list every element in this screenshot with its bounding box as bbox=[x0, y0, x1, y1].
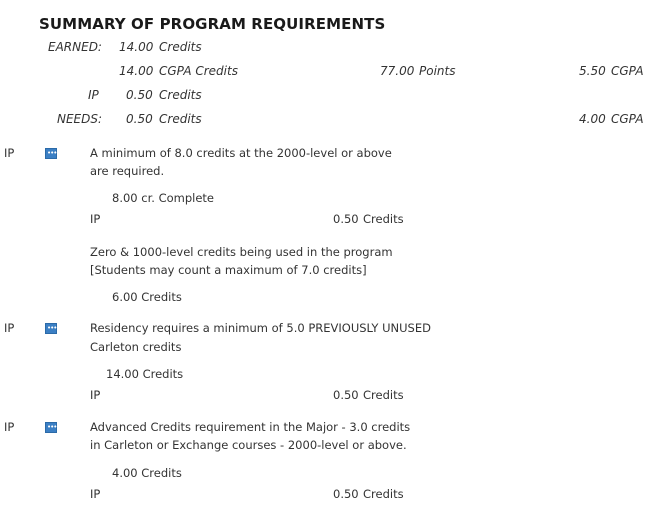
requirement-text-line1: A minimum of 8.0 credits at the 2000-level or above bbox=[90, 146, 392, 160]
earned-credits-value: 14.00 bbox=[119, 40, 154, 54]
requirement-status: IP bbox=[4, 321, 15, 335]
requirement-detail: 4.00 Credits bbox=[112, 466, 182, 480]
ellipsis-expand-icon: ••• bbox=[47, 423, 57, 431]
expand-button[interactable] bbox=[45, 422, 57, 433]
requirement-text-line2: in Carleton or Exchange courses - 2000-level or above. bbox=[90, 438, 407, 452]
requirement-text-line1: Advanced Credits requirement in the Major - 3.0 credits bbox=[90, 420, 411, 434]
cgpa-credits-label: CGPA Credits bbox=[159, 64, 238, 78]
expand-button[interactable] bbox=[45, 323, 57, 334]
ip-credits-value: 0.50 bbox=[126, 88, 153, 102]
requirement-detail: 14.00 Credits bbox=[106, 367, 184, 381]
requirement-ip-unit: Credits bbox=[363, 388, 404, 402]
requirement-text-line2: are required. bbox=[90, 164, 165, 178]
requirement-ip-label: IP bbox=[90, 388, 101, 402]
earned-label: EARNED: bbox=[48, 40, 102, 54]
requirement-ip-unit: Credits bbox=[363, 212, 404, 226]
requirement-text-line2: Carleton credits bbox=[90, 340, 182, 354]
ip-label: IP bbox=[88, 88, 99, 102]
cgpa-credits-value: 14.00 bbox=[119, 64, 154, 78]
ellipsis-expand-icon: ••• bbox=[47, 149, 57, 157]
ellipsis-expand-icon: ••• bbox=[47, 324, 57, 332]
cgpa-value: 5.50 bbox=[579, 64, 606, 78]
requirement-text-line1: Residency requires a minimum of 5.0 PREVIOUSLY UNUSED bbox=[90, 321, 431, 335]
requirement-ip-label: IP bbox=[90, 487, 101, 501]
needs-cgpa-label: CGPA bbox=[611, 112, 644, 126]
ip-credits-unit: Credits bbox=[159, 88, 202, 102]
requirement-ip-value: 0.50 bbox=[333, 487, 359, 501]
points-label: Points bbox=[419, 64, 456, 78]
expand-button[interactable] bbox=[45, 148, 57, 159]
requirement-ip-value: 0.50 bbox=[333, 388, 359, 402]
subrequirement-text-line1: Zero & 1000-level credits being used in the program bbox=[90, 245, 393, 259]
needs-credits-value: 0.50 bbox=[126, 112, 153, 126]
points-value: 77.00 bbox=[380, 64, 415, 78]
needs-credits-unit: Credits bbox=[159, 112, 202, 126]
needs-label: NEEDS: bbox=[57, 112, 103, 126]
requirement-ip-value: 0.50 bbox=[333, 212, 359, 226]
requirement-status: IP bbox=[4, 420, 15, 434]
needs-cgpa-value: 4.00 bbox=[579, 112, 606, 126]
cgpa-label: CGPA bbox=[611, 64, 644, 78]
page-title: SUMMARY OF PROGRAM REQUIREMENTS bbox=[39, 15, 386, 33]
requirement-detail: 8.00 cr. Complete bbox=[112, 191, 214, 205]
requirement-ip-unit: Credits bbox=[363, 487, 404, 501]
earned-credits-unit: Credits bbox=[159, 40, 202, 54]
subrequirement-text-line2: [Students may count a maximum of 7.0 credits] bbox=[90, 263, 367, 277]
requirement-status: IP bbox=[4, 146, 15, 160]
subrequirement-detail: 6.00 Credits bbox=[112, 290, 182, 304]
requirement-ip-label: IP bbox=[90, 212, 101, 226]
